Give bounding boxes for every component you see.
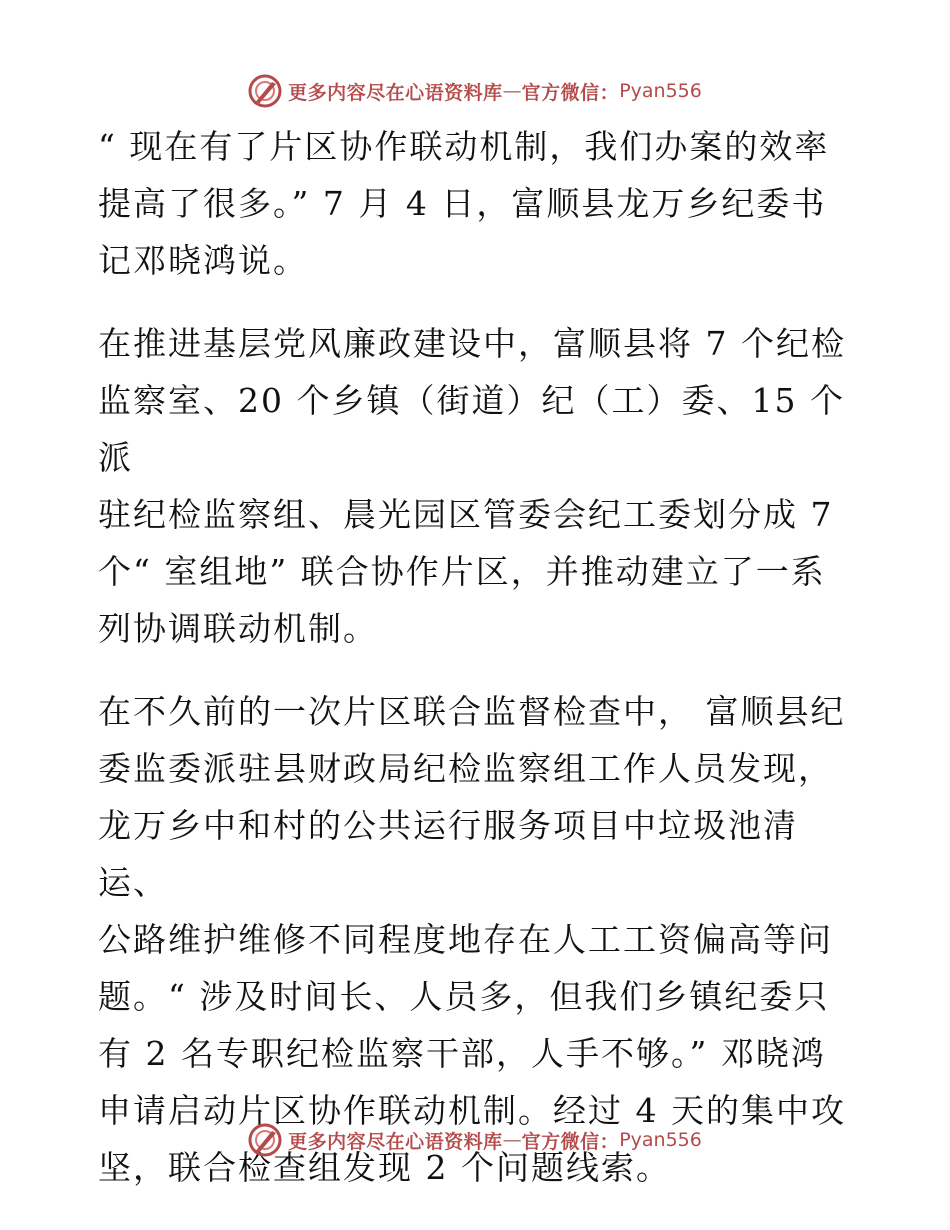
- banner-separator: —: [502, 80, 522, 102]
- article-paragraph: “ 现在有了片区协作联动机制，我们办案的效率 提高了很多。” 7 月 4 日，富顺县龙万乡纪委书 记邓晓鸿说。: [98, 127, 830, 280]
- header-watermark-banner: [0, 71, 950, 111]
- banner-site-text: 更多内容尽在心语资料库: [288, 81, 503, 104]
- quill-logo-icon: [248, 1123, 282, 1157]
- article-paragraph: 在不久前的一次片区联合监督检查中， 富顺县纪 委监委派驻县财政局纪检监察组工作人员发现， 龙万乡中和村的公共运行服务项目中垃圾池清运、 公路维护维修不同程度地存在人工工资偏高等问 题。“ 涉及时间长、人员多，但我们乡镇纪委只 有 2 名专职纪检监察干部，人手不够。” 邓晓鸿 申请启动片区协作联动机制。经过 4 天的集中攻 坚，联合检查组发现 2 个问题线索。: [98, 692, 846, 1187]
- footer-watermark-banner: [0, 1120, 950, 1160]
- article-body: [98, 118, 850, 1222]
- banner-wechat-label: 官方微信：: [521, 1130, 620, 1153]
- banner-wechat-id: Pyan556: [619, 1129, 702, 1151]
- banner-wechat-id: Pyan556: [619, 80, 702, 102]
- article-paragraph: 在推进基层党风廉政建设中，富顺县将 7 个纪检 监察室、20 个乡镇（街道）纪（工）委、15 个派 驻纪检监察组、晨光园区管委会纪工委划分成 7 个“ 室组地” 联合协作片区，并推动建立了一系 列协调联动机制。: [98, 324, 846, 648]
- quill-logo-icon: [248, 74, 282, 108]
- banner-wechat-label: 官方微信：: [521, 81, 620, 104]
- banner-site-text: 更多内容尽在心语资料库: [288, 1130, 503, 1153]
- banner-separator: —: [502, 1129, 522, 1151]
